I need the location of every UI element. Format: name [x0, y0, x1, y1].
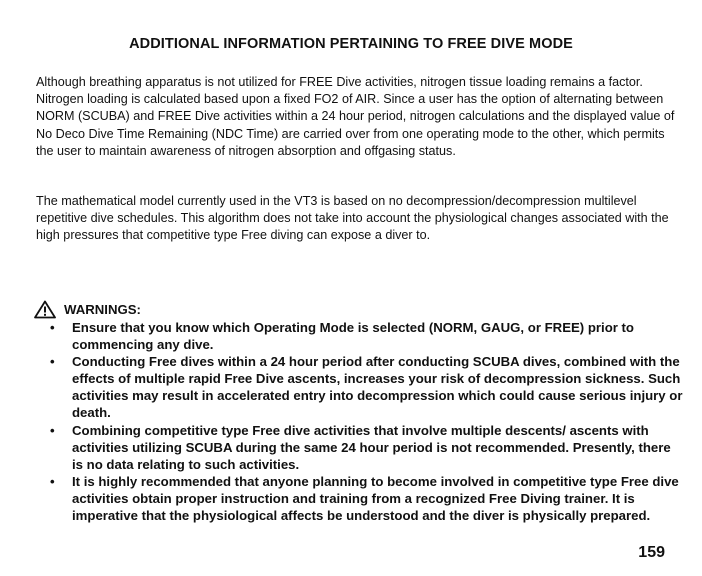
- bullet-marker: •: [50, 354, 55, 370]
- bullet-marker: •: [50, 422, 55, 438]
- bullet-marker: •: [50, 320, 55, 335]
- paragraph-nitrogen-loading: Although breathing apparatus is not utilized for FREE Dive activities, nitrogen tissue loading remains a factor. Nitrogen loading is calculated based upon a fixed FO2 of AIR. Since a user has the option of alternating between NORM (SCUBA) and FREE Dive activities within a 24 hour period, nitrogen calculations and the displayed value of No Deco Dive Time Remaining (NDC Time) are carried over from one operating mode to the other, which permits the user to maintain awareness of nitrogen absorption and offgasing status.: [36, 75, 675, 158]
- warning-item: [34, 422, 684, 473]
- warning-item: [34, 473, 684, 524]
- bullet-marker: •: [50, 473, 55, 489]
- warnings-list: [34, 319, 684, 524]
- warning-triangle-icon: [34, 300, 56, 319]
- warning-item: [34, 319, 684, 353]
- page-title: ADDITIONAL INFORMATION PERTAINING TO FREE DIVE MODE: [129, 36, 573, 52]
- warning-text: It is highly recommended that anyone planning to become involved in competitive type Free dive activities obtain proper instruction and training from a recognized Free Diving trainer. It is imperative that the physiological affects be understood and the diver is physically prepared.: [72, 473, 679, 524]
- warnings-section: [34, 300, 684, 524]
- paragraph-mathematical-model: The mathematical model currently used in the VT3 is based on no decompression/decompression multilevel repetitive dive schedules. This algorithm does not take into account the physiological changes associated with the high pressures that competitive type Free diving can expose a diver to.: [36, 194, 669, 243]
- warning-text: Combining competitive type Free dive activities that involve multiple descents/ ascents with activities utilizing SCUBA during the same 24 hour period is not recommended. Presently, there is no data relating to such activities.: [72, 422, 671, 472]
- warning-text: Ensure that you know which Operating Mode is selected (NORM, GAUG, or FREE) prior to commencing any dive.: [72, 320, 634, 353]
- warnings-heading: WARNINGS:: [64, 301, 141, 317]
- page-number: 159: [638, 544, 665, 561]
- warning-text: Conducting Free dives within a 24 hour period after conducting SCUBA dives, combined with the effects of multiple rapid Free Dive ascents, increases your risk of decompression sickness. Such activities may result in accelerated entry into decompression which could cause serious injury or death.: [72, 354, 683, 421]
- warnings-header: [34, 300, 684, 319]
- warning-item: [34, 353, 684, 421]
